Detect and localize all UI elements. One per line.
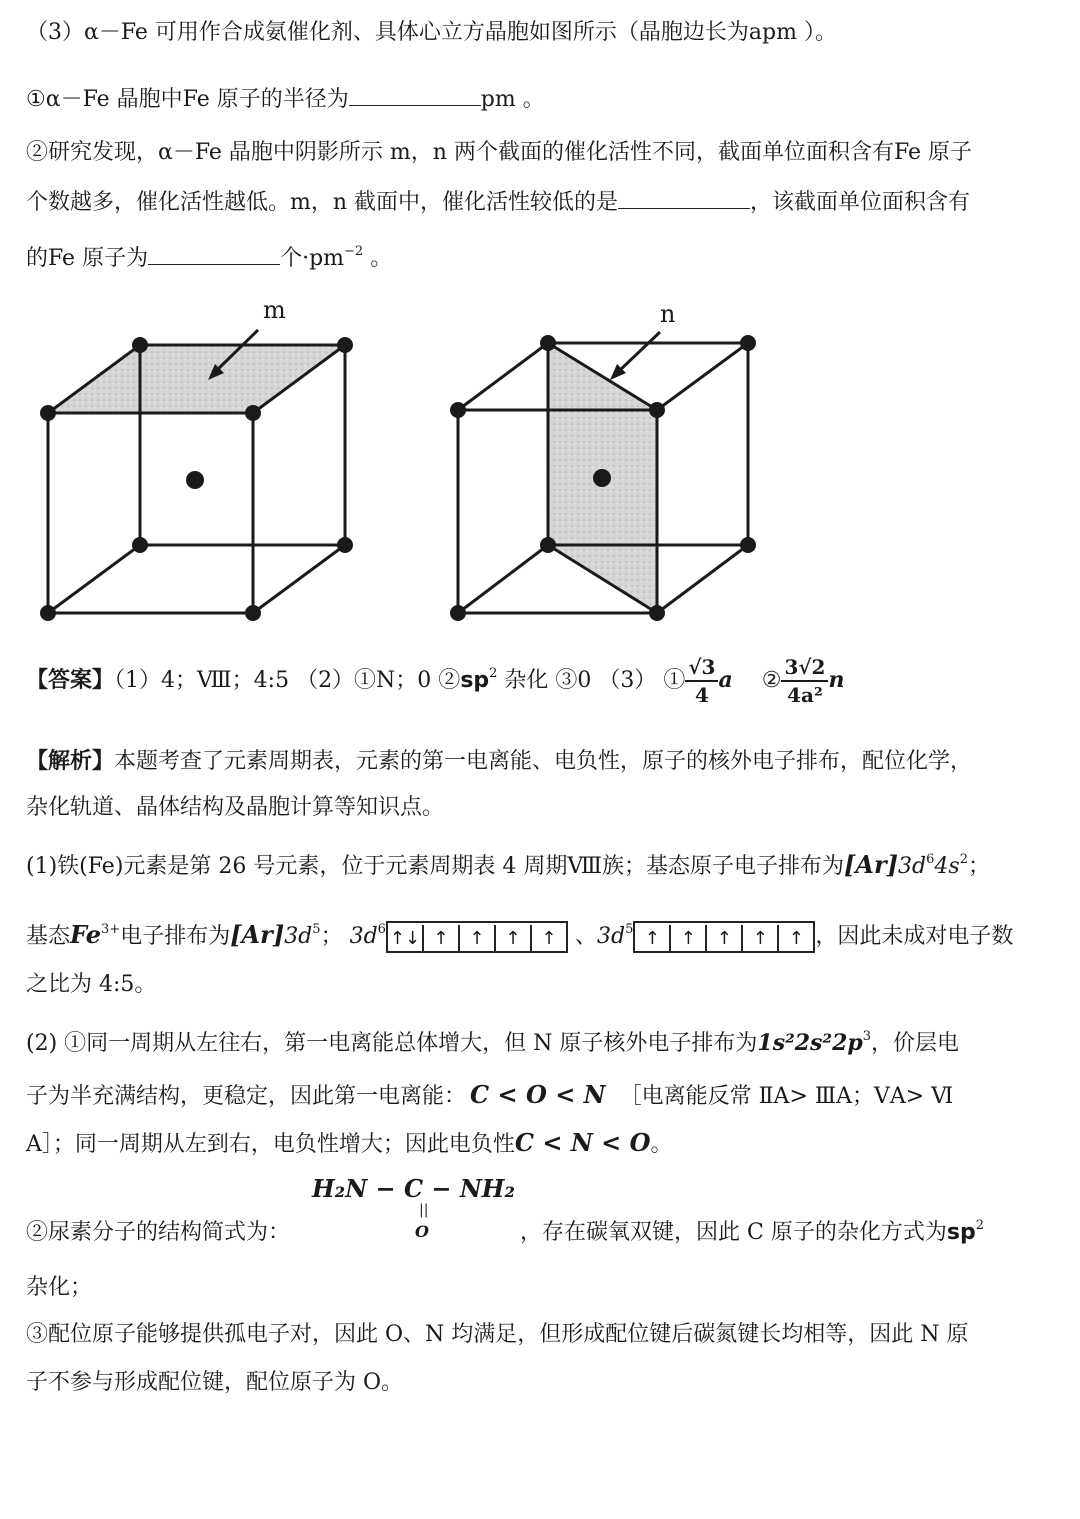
- analysis-p1-line2: 基态$Fe^{3+}$电子排布为$[Ar]3d^5$； $3d^6$ ↑↓ ↑ ↑ ↑ ↑ 、$3d^5$ ↑ ↑ ↑ ↑ ↑ ，因此未成对电子数: [26, 920, 1013, 953]
- analysis-p2-2-line2: 杂化；: [26, 1275, 93, 1300]
- question-intro: （3）α－Fe 可用作合成氨催化剂、具体心立方晶胞如图所示（晶胞边长为apm ）。: [26, 20, 837, 45]
- analysis-line2: 杂化轨道、晶体结构及晶胞计算等知识点。: [26, 795, 445, 820]
- analysis-p2-line1: (2) ①同一周期从左往右，第一电离能总体增大，但 N 原子核外电子排布为$1s^22s^22p^3$，价层电: [26, 1029, 960, 1056]
- question-part-2-line1: ②研究发现，α－Fe 晶胞中阴影所示 m，n 两个截面的催化活性不同，截面单位面积含有Fe 原子: [26, 140, 973, 165]
- question-part-2-line3: 的Fe 原子为 个$\cdot pm^{-2}$ 。: [26, 244, 393, 271]
- label-m: m: [263, 296, 286, 324]
- analysis-p1-line1: (1)铁(Fe)元素是第 26 号元素，位于元素周期表 4 周期Ⅷ族；基态原子电子排布为$[Ar]3d^64s^2$；: [26, 850, 990, 879]
- arrow-n: [618, 332, 660, 372]
- orbital-diagram-3d5: ↑ ↑ ↑ ↑ ↑: [633, 921, 815, 953]
- orbital-diagram-3d6: ↑↓ ↑ ↑ ↑ ↑: [386, 921, 568, 953]
- question-part-2-line2: 个数越多，催化活性越低。m，n 截面中，催化活性较低的是 ，该截面单位面积含有: [26, 186, 970, 218]
- question-part-1: ①α－Fe 晶胞中Fe 原子的半径为 pm 。: [26, 83, 545, 115]
- answer-blank-3[interactable]: [148, 242, 280, 265]
- analysis-line1: 【解析】本题考查了元素周期表，元素的第一电离能、电负性，原子的核外电子排布，配位化学，: [26, 748, 973, 774]
- fraction-radius: $\frac{√3}{4}$: [685, 654, 718, 708]
- label-n: n: [660, 300, 676, 328]
- fraction-density: $\frac{3√2}{\text{4a²}}$: [781, 654, 828, 708]
- analysis-p2-line3: A］；同一周期从左到右，电负性增大；因此电负性C < N < O。: [26, 1128, 673, 1157]
- analysis-p3-line2: 子不参与形成配位键，配位原子为 O。: [26, 1370, 404, 1395]
- analysis-p2-2-line1: ②尿素分子的结构简式为： ，存在碳氧双键，因此 C 原子的杂化方式为$sp^2$: [26, 1218, 984, 1245]
- answer-blank-2[interactable]: [618, 186, 750, 209]
- answer-line: 【答案】（1）4；Ⅷ；4:5 （2）①N；0 $②sp^2$ 杂化 ③0 （3） ① $\frac{√3}{4}$ a ② $\frac{3√2}{\text{4a²}}$ n: [26, 655, 845, 707]
- urea-structure: H₂N − C − NH₂ || O: [312, 1174, 515, 1241]
- analysis-p3-line1: ③配位原子能够提供孤电子对，因此 O、N 均满足，但形成配位键后碳氮键长均相等，因此 N 原: [26, 1322, 969, 1347]
- analysis-p2-line2: 子为半充满结构，更稳定，因此第一电离能： C < O < N ［电离能反常 ⅡA> ⅢA；ⅤA> Ⅵ: [26, 1080, 954, 1109]
- unit-cell-figures: [0, 290, 1080, 635]
- analysis-p1-line3: 之比为 4:5。: [26, 972, 157, 997]
- answer-blank-1[interactable]: [349, 83, 481, 106]
